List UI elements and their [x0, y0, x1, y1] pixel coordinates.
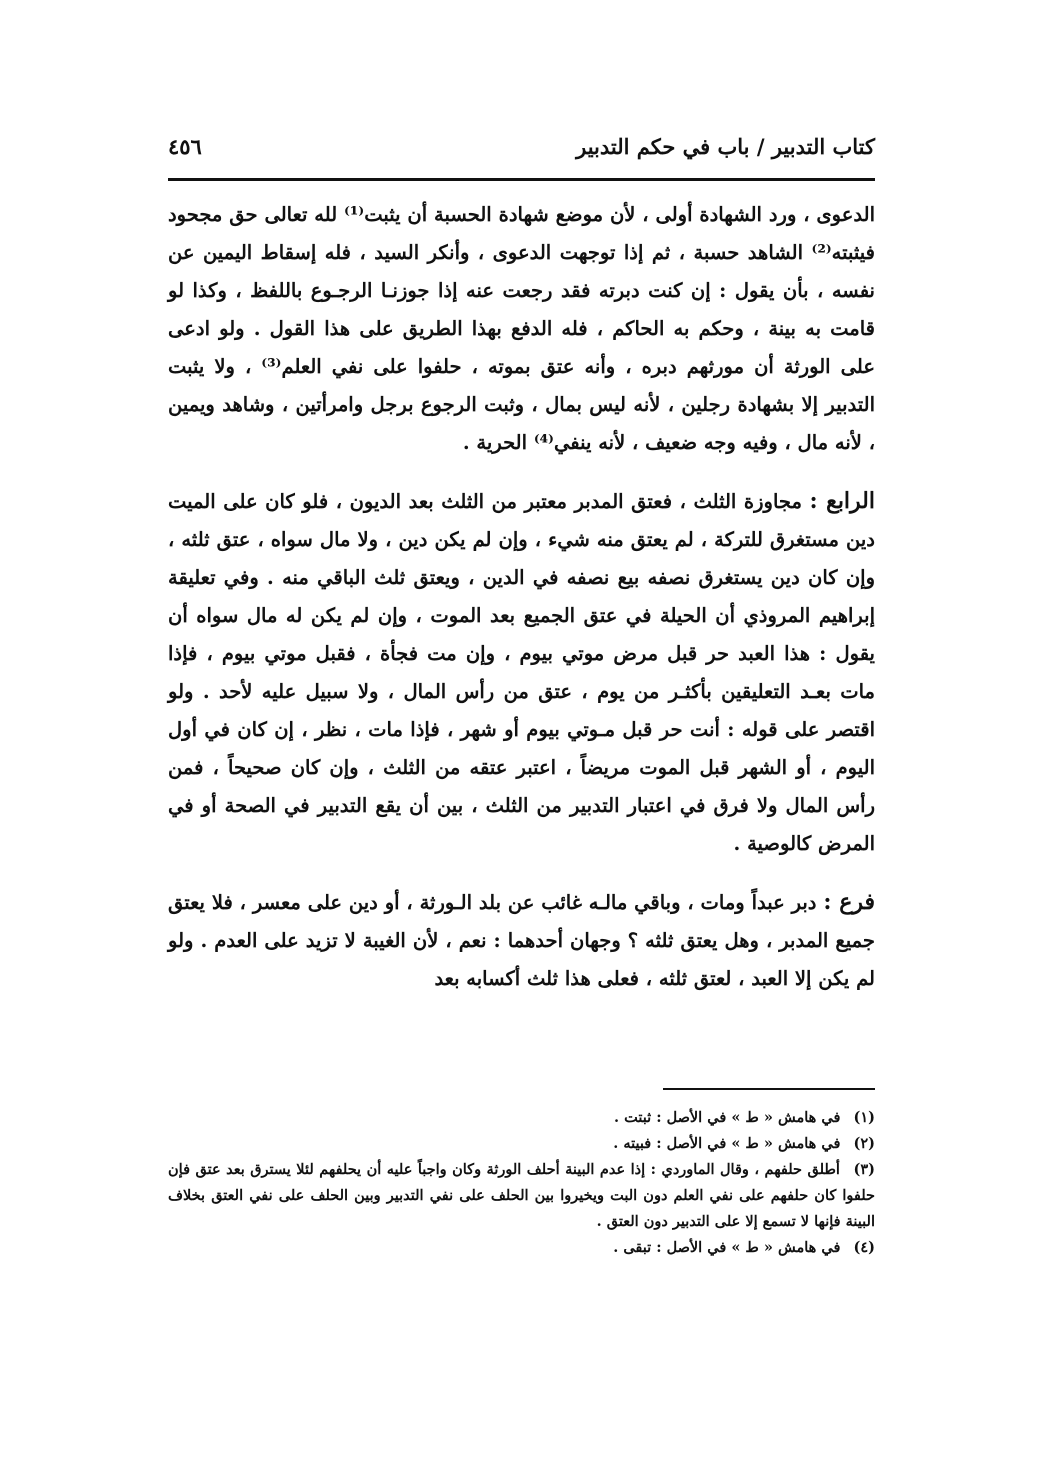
footnote-3: [168, 1157, 875, 1235]
paragraph-2: [168, 482, 875, 863]
header-rule: [168, 178, 875, 181]
paragraph-2-text: مجاوزة الثلث ، فعتق المدبر معتبر من الثلث بعد الديون ، فلو كان على الميت دين مستغرق للتركة ، لم يعتق منه شيء ، وإن لم يكن دين ، ولا مال سواه ، عتق ثلثه ، وإن كان دين يستغرق نصفه بيع نصفه في الدين ، ويعتق ثلث الباقي منه . وفي تعليقة إبراهيم المروذي أن الحيلة في عتق الجميع بعد الموت ، وإن لم يكن له مال سواه أن يقول : هذا العبد حر قبل مرض موتي بيوم ، وإن مت فجأة ، فقبل موتي بيوم ، فإذا مات بعـد التعليقين بأكثـر من يوم ، عتق من رأس المال ، ولا سبيل عليه لأحد . ولو اقتصر على قوله : أنت حر قبل مـوتي بيوم أو شهر ، فإذا مات ، نظر ، إن كان في أول اليوم ، أو الشهر قبل الموت مريضاً ، اعتبر عتقه من الثلث ، وإن كان صحيحاً ، فمن رأس المال ولا فرق في اعتبار التدبير من الثلث ، بين أن يقع التدبير في الصحة أو في المرض كالوصية .: [168, 490, 875, 855]
paragraph-3-text: دبر عبداً ومات ، وباقي مالـه غائب عن بلد الـورثة ، أو دين على معسر ، فلا يعتق جميع المدبر ، وهل يعتق ثلثه ؟ وجهان أحدهما : نعم ، لأن الغيبة لا تزيد على العدم . ولو لم يكن إلا العبد ، لعتق ثلثه ، فعلى هذا ثلث أكسابه بعد: [168, 891, 875, 990]
footnote-4: [168, 1235, 875, 1261]
paragraph-3: [168, 883, 875, 998]
footnote-1: [168, 1105, 875, 1131]
footnote-4-text: في هامش « ط » في الأصل : تبقى .: [613, 1239, 841, 1256]
paragraph-2-lead: الرابع :: [809, 488, 876, 514]
footnotes: [168, 1105, 875, 1261]
paragraph-3-lead: فرع :: [823, 889, 876, 915]
paragraph-1-text: الدعوى ، ورد الشهادة أولى ، لأن موضع شهادة الحسبة أن يثبت⁽¹⁾ لله تعالى حق مجحود فيثبته⁽²⁾ الشاهد حسبة ، ثم إذا توجهت الدعوى ، وأنكر السيد ، فله إسقاط اليمين عن نفسه ، بأن يقول : إن كنت دبرته فقد رجعت عنه إذا جوزنـا الرجـوع باللفظ ، وكذا لو قامت به بينة ، وحكم به الحاكم ، فله الدفع بهذا الطريق على هذا القول . ولو ادعى على الورثة أن مورثهم دبره ، وأنه عتق بموته ، حلفوا على نفي العلم⁽³⁾ ، ولا يثبت التدبير إلا بشهادة رجلين ، لأنه ليس بمال ، وثبت الرجوع برجل وامرأتين ، وشاهد ويمين ، لأنه مال ، وفيه وجه ضعيف ، لأنه ينفي⁽⁴⁾ الحرية .: [168, 203, 875, 454]
footnote-1-number: (١): [853, 1109, 875, 1126]
page-number: ٤٥٦: [168, 134, 202, 159]
running-header: [168, 130, 875, 176]
footnote-1-text: في هامش « ط » في الأصل : ثبتت .: [614, 1109, 841, 1126]
footnote-2-number: (٢): [853, 1135, 875, 1152]
footnote-2-text: في هامش « ط » في الأصل : فبيته .: [613, 1135, 841, 1152]
main-text: [168, 196, 875, 998]
footnote-2: [168, 1131, 875, 1157]
footnote-3-text: أطلق حلفهم ، وقال الماوردي : إذا عدم البينة أحلف الورثة وكان واجباً عليه أن يحلفهم لئلا يسترق بعد عتق فإن حلفوا كان حلفهم على نفي العلم دون البت ويخيروا بين الحلف على نفي التدبير وبين الحلف على نفي العتق بخلاف البينة فإنها لا تسمع إلا على التدبير دون العتق .: [168, 1161, 875, 1230]
footnote-3-number: (٣): [853, 1161, 875, 1178]
footnote-rule: [663, 1088, 875, 1090]
paragraph-1: [168, 196, 875, 462]
footnote-4-number: (٤): [853, 1239, 875, 1256]
running-title: كتاب التدبير / باب في حكم التدبير: [576, 134, 875, 159]
